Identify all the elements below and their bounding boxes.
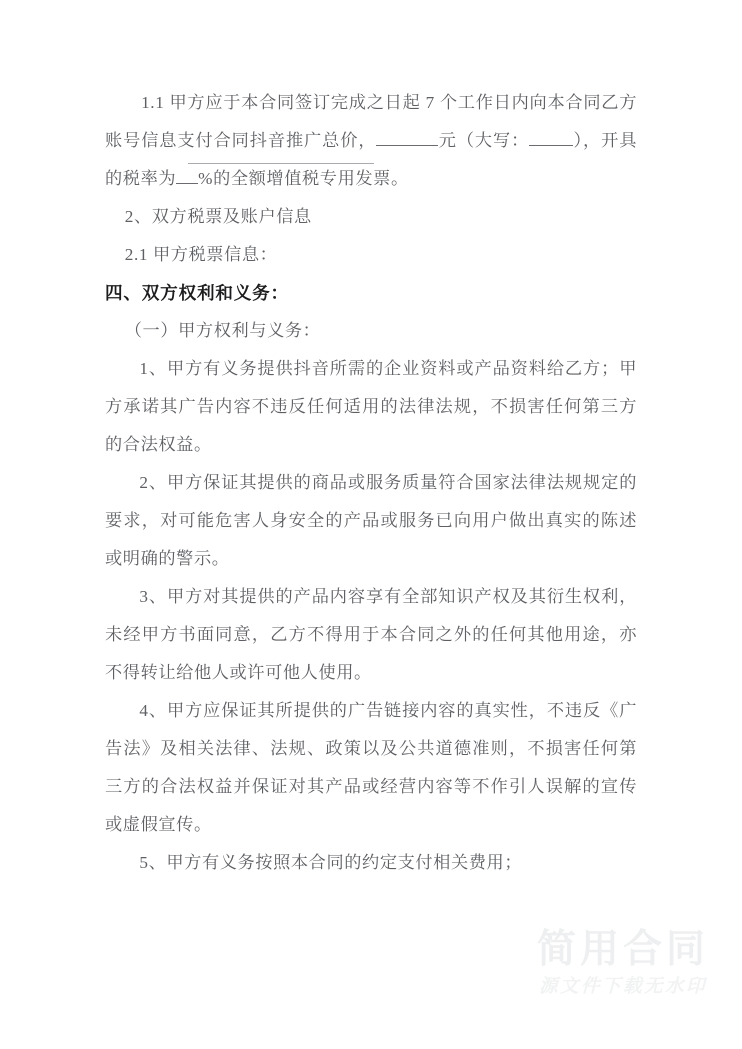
obligation-item-2 — [105, 464, 637, 578]
obligation-item-1 — [105, 350, 637, 464]
watermark — [536, 927, 709, 997]
item-2-text: 2、双方税票及账户信息 — [124, 207, 312, 226]
clause-1-1-text-part-2: 元（大写： — [438, 131, 530, 150]
clause-1-1-text-part-1: 1.1 甲方应于本合同签订完成之日起 7 个工作日内向本合同乙方账号信息支付合同抖音推广总价， — [105, 93, 637, 150]
clause-2-1-paragraph — [105, 236, 637, 274]
subsection-heading-1 — [105, 312, 637, 350]
subsection-heading-1-text: （一）甲方权利与义务： — [124, 321, 321, 340]
section-heading-4-text: 四、双方权利和义务： — [105, 283, 289, 303]
clause-2-1-text: 2.1 甲方税票信息： — [124, 245, 278, 264]
document-body — [105, 84, 637, 882]
obligation-item-3-text: 3、甲方对其提供的产品内容享有全部知识产权及其衍生权利，未经甲方书面同意，乙方不得用于本合同之外的任何其他用途，亦不得转让给他人或许可他人使用。 — [105, 587, 637, 682]
obligation-item-5-text: 5、甲方有义务按照本合同的约定支付相关费用； — [139, 853, 523, 872]
watermark-title: 简用合同 — [536, 927, 709, 971]
section-heading-4 — [105, 274, 637, 312]
amount-in-words-blank-field[interactable] — [529, 145, 573, 146]
item-2-paragraph — [105, 198, 637, 236]
clause-1-1-text-part-4: %的全额增值税专用发票。 — [198, 169, 409, 188]
obligation-item-3 — [105, 578, 637, 692]
clause-1-1-text-part-3: ），开具的税率为 — [105, 131, 637, 188]
obligation-item-5 — [105, 844, 637, 882]
obligation-item-4-text: 4、甲方应保证其所提供的广告链接内容的真实性，不违反《广告法》及相关法律、法规、政策以及公共道德准则，不损害任何第三方的合法权益并保证对其产品或经营内容等不作引人误解的宣传或虚假宣传。 — [105, 701, 637, 834]
tax-rate-blank-field[interactable] — [176, 183, 198, 184]
scanned-underline-artifact — [188, 163, 374, 164]
obligation-item-2-text: 2、甲方保证其提供的商品或服务质量符合国家法律法规规定的要求，对可能危害人身安全的产品或服务已向用户做出真实的陈述或明确的警示。 — [105, 473, 637, 568]
obligation-item-4 — [105, 692, 637, 844]
obligation-item-1-text: 1、甲方有义务提供抖音所需的企业资料或产品资料给乙方；甲方承诺其广告内容不违反任何适用的法律法规，不损害任何第三方的合法权益。 — [105, 359, 637, 454]
watermark-subtitle: 源文件下载无水印 — [538, 974, 707, 996]
amount-blank-field[interactable] — [376, 145, 438, 146]
clause-1-1 — [105, 84, 637, 198]
